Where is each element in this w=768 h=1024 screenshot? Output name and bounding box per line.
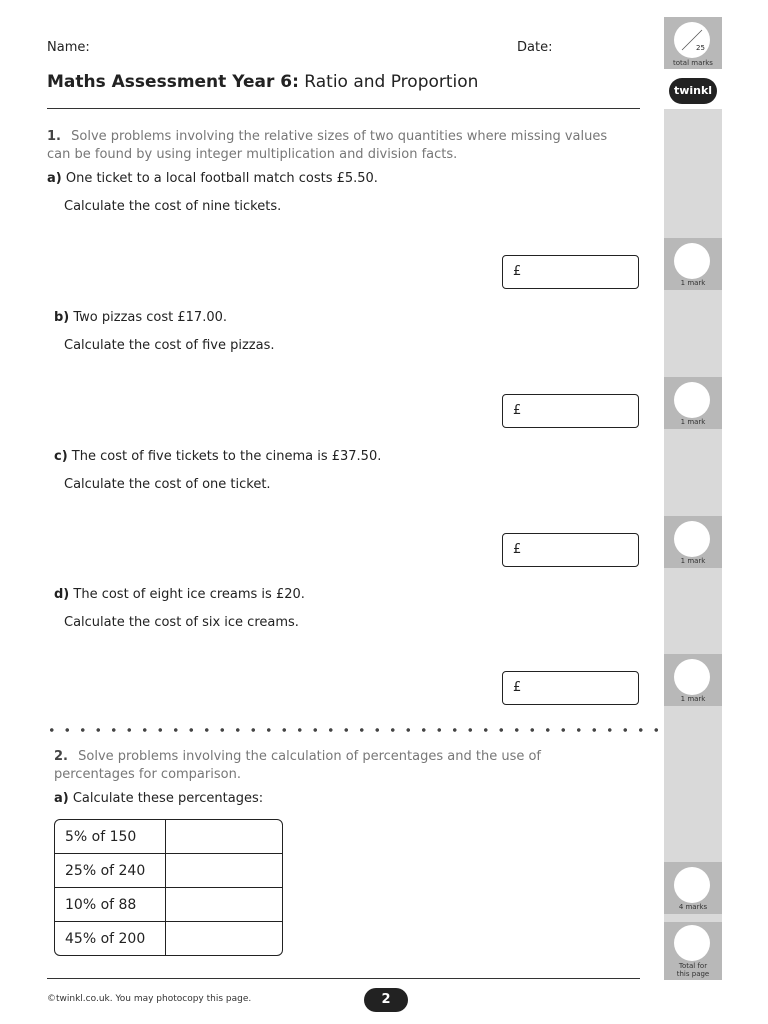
q1d-answer-box[interactable] — [502, 671, 639, 705]
page-title — [47, 72, 478, 92]
q1b-answer-box[interactable] — [502, 394, 639, 428]
dotted-separator — [44, 728, 664, 732]
q2a-letter: a) — [54, 791, 69, 806]
q1a-statement-text: One ticket to a local football match costs £5.50. — [65, 171, 378, 186]
slash-icon — [674, 22, 710, 58]
mark-label: 1 mark — [680, 279, 706, 287]
percentage-prompt: 10% of 88 — [55, 888, 166, 922]
q1b-statement — [54, 310, 227, 325]
q1c-statement-text: The cost of five tickets to the cinema is £37.50. — [71, 449, 382, 464]
marks-sidebar — [664, 17, 722, 978]
percentage-prompt: 45% of 200 — [55, 922, 166, 955]
mark-circle — [674, 867, 710, 903]
page-total-label — [664, 962, 722, 978]
q2a-mark-block — [664, 862, 722, 914]
mark-circle — [674, 521, 710, 557]
q1-intro — [47, 128, 627, 164]
title-bold: Maths Assessment Year 6: — [47, 72, 299, 92]
percentage-answer-cell[interactable] — [166, 820, 282, 854]
mark-circle — [674, 382, 710, 418]
mark-label: 1 mark — [680, 695, 706, 703]
q1d-statement — [54, 587, 305, 602]
q1c-statement — [54, 449, 381, 464]
q1a-letter: a) — [47, 171, 62, 186]
total-marks-circle — [674, 22, 710, 58]
q2-number: 2. — [54, 749, 68, 764]
date-label: Date: — [517, 40, 553, 55]
page-total-circle — [674, 925, 710, 961]
footer-divider — [47, 978, 640, 979]
mark-circle — [674, 243, 710, 279]
q1c-instruction: Calculate the cost of one ticket. — [64, 477, 271, 492]
q2-intro-text: Solve problems involving the calculation of percentages and the use of percentages for comparison. — [54, 749, 541, 782]
q2-intro — [54, 748, 624, 784]
percentage-answer-cell[interactable] — [166, 888, 282, 922]
q1d-mark-block — [664, 654, 722, 706]
q1d-letter: d) — [54, 587, 70, 602]
q1c-answer-box[interactable] — [502, 533, 639, 567]
total-marks-block — [664, 17, 722, 69]
mark-label: 4 marks — [678, 903, 708, 911]
twinkl-logo: twinkl — [669, 78, 717, 104]
q1a-instruction: Calculate the cost of nine tickets. — [64, 199, 282, 214]
page-total-label-line2: this page — [676, 970, 710, 978]
currency-symbol: £ — [513, 264, 522, 279]
q1b-statement-text: Two pizzas cost £17.00. — [73, 310, 228, 325]
table-row — [55, 854, 282, 888]
table-row — [55, 922, 282, 955]
table-row — [55, 820, 282, 854]
currency-symbol: £ — [513, 542, 522, 557]
total-marks-value: 25 — [696, 44, 705, 52]
q1a-mark-block — [664, 238, 722, 290]
page-total-block — [664, 922, 722, 980]
mark-circle — [674, 659, 710, 695]
q2a-statement — [54, 791, 263, 806]
name-label: Name: — [47, 40, 90, 55]
q1-intro-text: Solve problems involving the relative sizes of two quantities where missing values can be found by using integer multiplication and division facts. — [47, 129, 608, 162]
percentage-answer-cell[interactable] — [166, 922, 282, 955]
table-row — [55, 888, 282, 922]
title-rest: Ratio and Proportion — [298, 72, 479, 92]
q2a-text: Calculate these percentages: — [72, 791, 264, 806]
currency-symbol: £ — [513, 403, 522, 418]
q1a-answer-box[interactable] — [502, 255, 639, 289]
q1b-mark-block — [664, 377, 722, 429]
q1a-statement — [47, 171, 378, 186]
q1-number: 1. — [47, 129, 61, 144]
page-number-badge: 2 — [364, 988, 408, 1012]
q1c-mark-block — [664, 516, 722, 568]
total-marks-label: total marks — [673, 59, 713, 67]
percentage-prompt: 25% of 240 — [55, 854, 166, 888]
q1d-instruction: Calculate the cost of six ice creams. — [64, 615, 299, 630]
page-total-label-line1: Total for — [678, 962, 708, 970]
mark-label: 1 mark — [680, 557, 706, 565]
percentages-table — [54, 819, 283, 956]
mark-label: 1 mark — [680, 418, 706, 426]
q1d-statement-text: The cost of eight ice creams is £20. — [73, 587, 305, 602]
copyright-text: ©twinkl.co.uk. You may photocopy this page. — [47, 994, 252, 1004]
percentage-answer-cell[interactable] — [166, 854, 282, 888]
currency-symbol: £ — [513, 680, 522, 695]
q1b-letter: b) — [54, 310, 70, 325]
header-divider — [47, 108, 640, 109]
percentage-prompt: 5% of 150 — [55, 820, 166, 854]
q1c-letter: c) — [54, 449, 68, 464]
q1b-instruction: Calculate the cost of five pizzas. — [64, 338, 275, 353]
